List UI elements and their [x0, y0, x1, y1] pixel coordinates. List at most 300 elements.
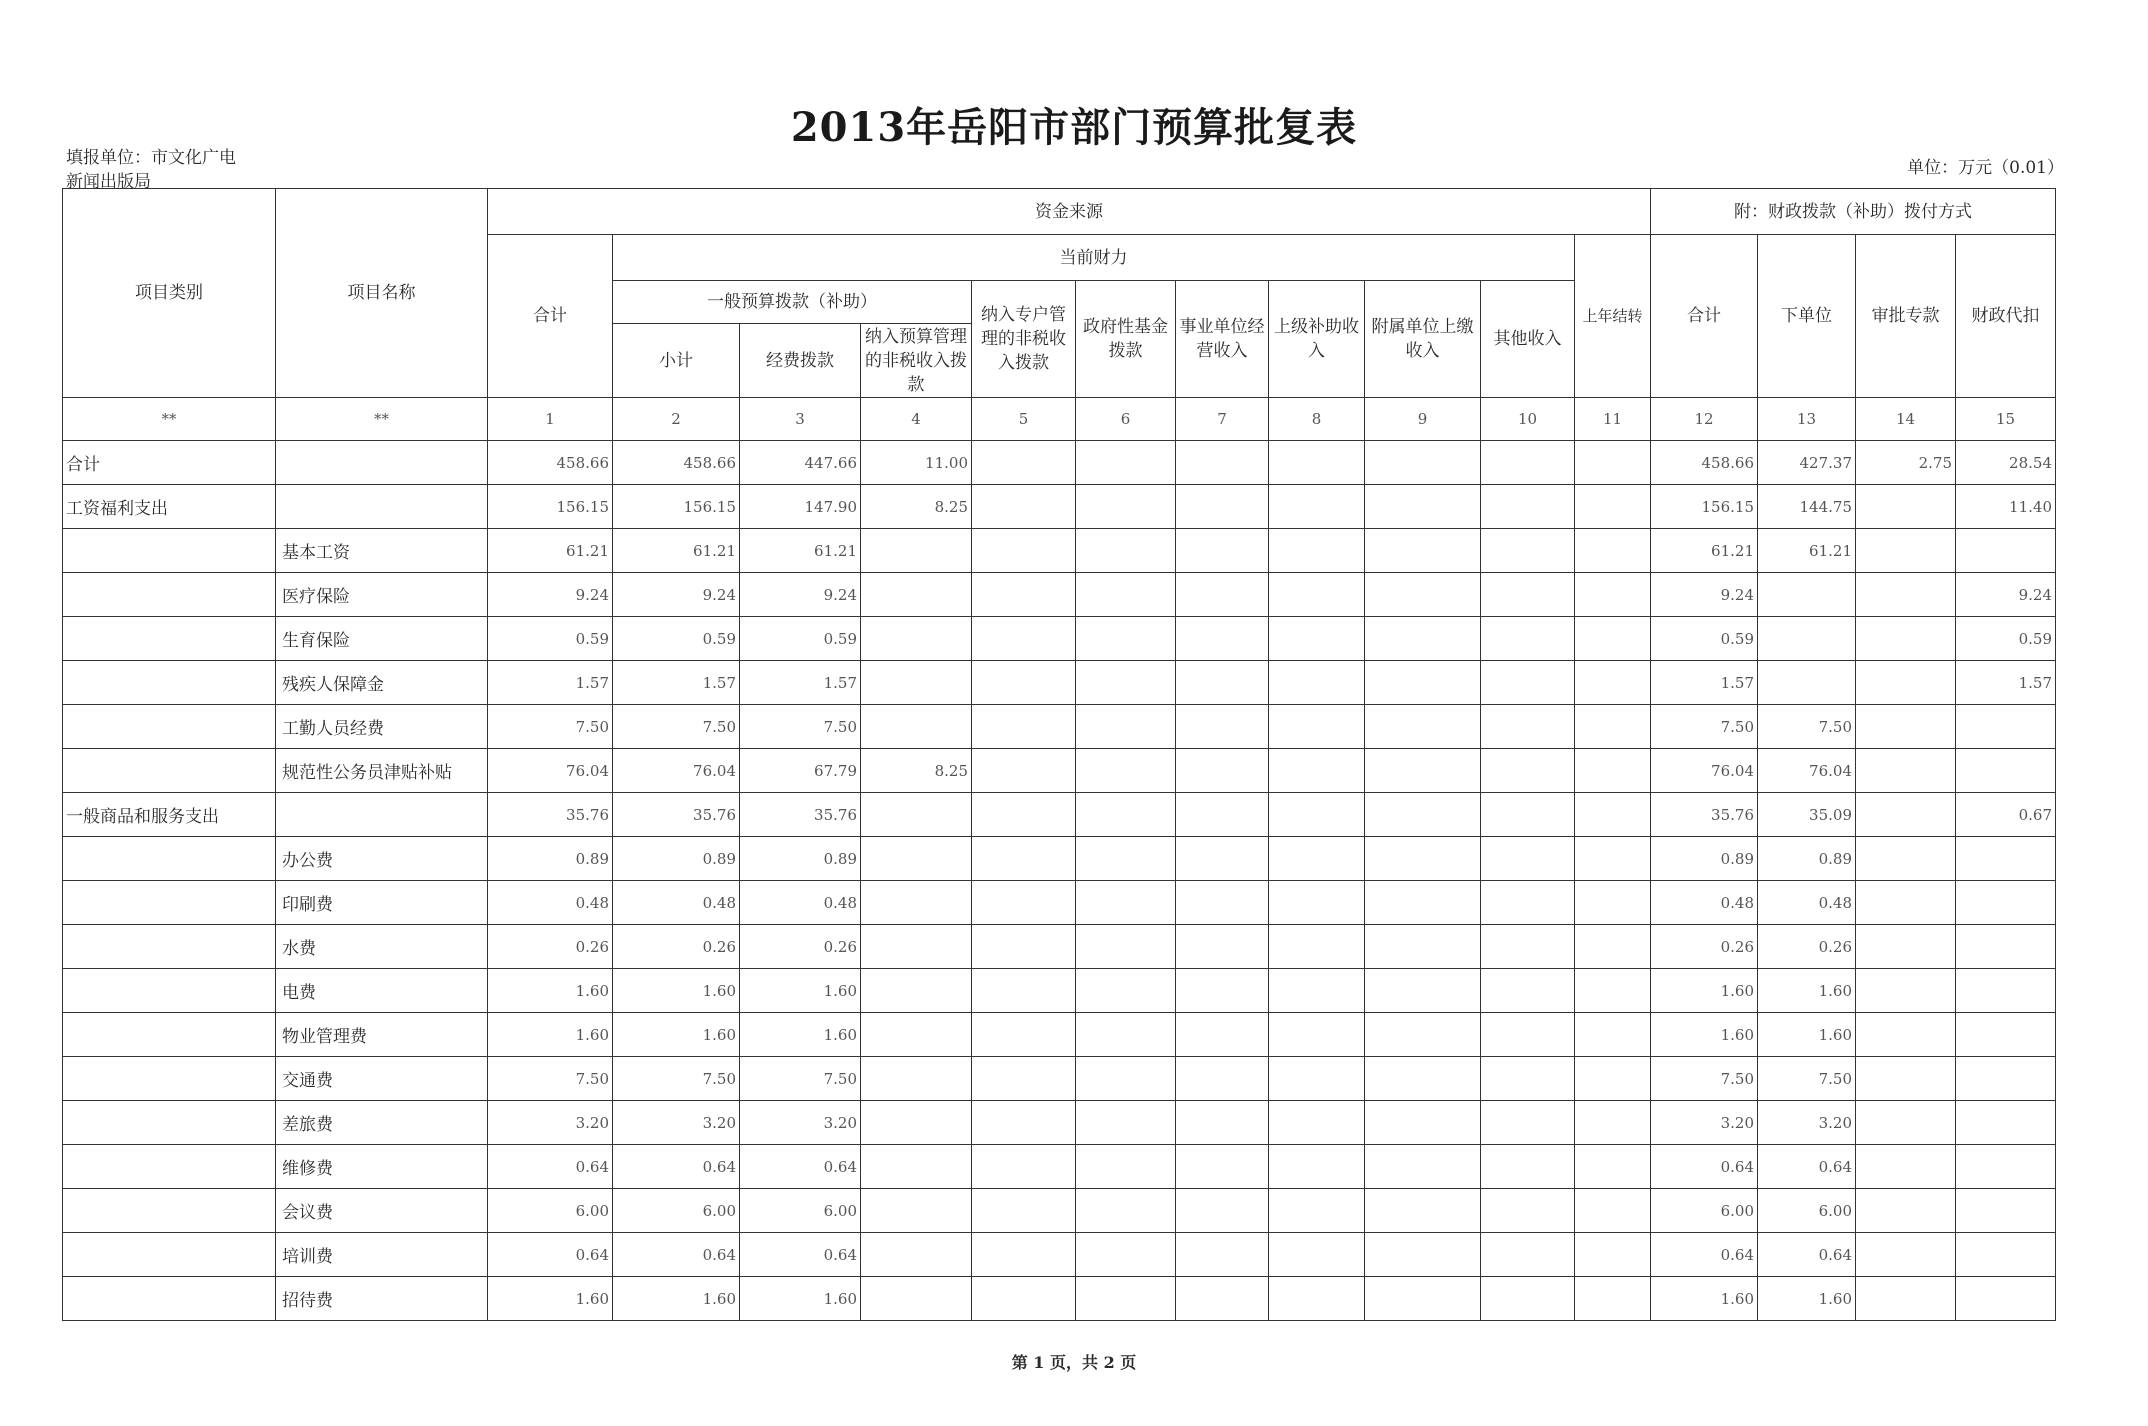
cell-value	[972, 705, 1076, 749]
cell-value	[1176, 1013, 1269, 1057]
cell-value: 7.50	[488, 1057, 613, 1101]
cell-value	[1365, 441, 1481, 485]
cell-value	[1575, 749, 1651, 793]
cell-value	[1365, 925, 1481, 969]
cell-value: 1.60	[613, 1277, 740, 1321]
cell-value: 0.64	[1758, 1233, 1856, 1277]
cell-value	[1856, 793, 1956, 837]
cell-value	[861, 617, 972, 661]
cell-value	[861, 881, 972, 925]
cell-value: 6.00	[1758, 1189, 1856, 1233]
index-cell: **	[276, 398, 488, 441]
cell-value: 11.40	[1956, 485, 2056, 529]
cell-value: 0.48	[1651, 881, 1758, 925]
cell-value: 3.20	[740, 1101, 861, 1145]
cell-value: 0.64	[740, 1145, 861, 1189]
cell-value	[1076, 1233, 1176, 1277]
cell-value: 1.60	[488, 1277, 613, 1321]
index-cell: 6	[1076, 398, 1176, 441]
cell-value	[1956, 881, 2056, 925]
header-pay-lower: 下单位	[1758, 235, 1856, 398]
cell-value	[1076, 793, 1176, 837]
cell-value	[1575, 925, 1651, 969]
cell-value	[1856, 573, 1956, 617]
cell-value	[1176, 749, 1269, 793]
cell-value	[1176, 617, 1269, 661]
cell-value	[1481, 837, 1575, 881]
cell-category	[63, 881, 276, 925]
cell-value	[1176, 881, 1269, 925]
cell-value: 9.24	[1651, 573, 1758, 617]
table-row	[63, 837, 2056, 881]
cell-value: 0.59	[1651, 617, 1758, 661]
cell-value	[1758, 573, 1856, 617]
table-row	[63, 705, 2056, 749]
cell-value	[1076, 881, 1176, 925]
cell-value: 0.48	[488, 881, 613, 925]
cell-value	[1176, 1189, 1269, 1233]
cell-item-name: 规范性公务员津贴补贴	[276, 749, 488, 793]
cell-value	[1176, 573, 1269, 617]
cell-value	[1575, 705, 1651, 749]
cell-value	[1076, 837, 1176, 881]
cell-category	[63, 705, 276, 749]
cell-value	[1269, 485, 1365, 529]
cell-value	[1269, 1057, 1365, 1101]
header-superior-subsidy: 上级补助收入	[1269, 281, 1365, 398]
cell-item-name	[276, 485, 488, 529]
cell-value	[1269, 661, 1365, 705]
table-row	[63, 1057, 2056, 1101]
cell-value	[1365, 837, 1481, 881]
cell-value	[1956, 1057, 2056, 1101]
cell-value	[1481, 705, 1575, 749]
cell-value	[861, 925, 972, 969]
cell-item-name: 工勤人员经费	[276, 705, 488, 749]
cell-value	[1856, 1057, 1956, 1101]
cell-value	[1076, 1057, 1176, 1101]
cell-value	[972, 441, 1076, 485]
cell-value	[1365, 705, 1481, 749]
cell-value	[1956, 1189, 2056, 1233]
cell-value: 0.59	[1956, 617, 2056, 661]
cell-category	[63, 925, 276, 969]
header-payment-method: 附：财政拨款（补助）拨付方式	[1651, 189, 2056, 235]
cell-item-name: 办公费	[276, 837, 488, 881]
cell-value: 0.48	[1758, 881, 1856, 925]
cell-value	[972, 1101, 1076, 1145]
cell-value: 35.76	[740, 793, 861, 837]
page-title: 2013年岳阳市部门预算批复表	[790, 104, 1358, 151]
cell-value	[1076, 1013, 1176, 1057]
cell-value	[1575, 1101, 1651, 1145]
cell-value	[1956, 969, 2056, 1013]
cell-value: 0.64	[1651, 1145, 1758, 1189]
cell-value	[1856, 661, 1956, 705]
cell-value	[861, 529, 972, 573]
cell-value: 1.57	[1956, 661, 2056, 705]
cell-value	[1365, 1013, 1481, 1057]
cell-value: 0.89	[1651, 837, 1758, 881]
budget-table	[62, 188, 2056, 1321]
table-body	[63, 441, 2056, 1321]
index-cell: 13	[1758, 398, 1856, 441]
cell-value	[972, 1189, 1076, 1233]
cell-value	[972, 793, 1076, 837]
table-row	[63, 441, 2056, 485]
cell-value	[1856, 617, 1956, 661]
cell-item-name: 培训费	[276, 1233, 488, 1277]
cell-value: 0.59	[613, 617, 740, 661]
cell-value: 76.04	[613, 749, 740, 793]
cell-category	[63, 1145, 276, 1189]
cell-value	[1076, 1101, 1176, 1145]
cell-value: 0.64	[740, 1233, 861, 1277]
cell-value	[972, 485, 1076, 529]
cell-value	[1176, 1233, 1269, 1277]
table-row	[63, 1277, 2056, 1321]
cell-value	[1176, 661, 1269, 705]
cell-value: 35.76	[1651, 793, 1758, 837]
cell-category: 一般商品和服务支出	[63, 793, 276, 837]
cell-value: 147.90	[740, 485, 861, 529]
cell-value	[1481, 749, 1575, 793]
cell-value	[1365, 529, 1481, 573]
cell-value	[1856, 969, 1956, 1013]
cell-value	[1856, 529, 1956, 573]
cell-value	[1176, 529, 1269, 573]
cell-value: 458.66	[613, 441, 740, 485]
cell-value	[1269, 1233, 1365, 1277]
cell-value: 7.50	[740, 1057, 861, 1101]
budget-table-wrapper	[62, 188, 2056, 1321]
cell-value: 458.66	[488, 441, 613, 485]
cell-value	[1269, 1013, 1365, 1057]
header-affiliated: 附属单位上缴收入	[1365, 281, 1481, 398]
cell-value	[1856, 1101, 1956, 1145]
cell-item-name: 维修费	[276, 1145, 488, 1189]
cell-value: 35.09	[1758, 793, 1856, 837]
cell-value: 7.50	[488, 705, 613, 749]
cell-value	[1176, 1057, 1269, 1101]
cell-value: 67.79	[740, 749, 861, 793]
cell-value: 6.00	[613, 1189, 740, 1233]
cell-value: 144.75	[1758, 485, 1856, 529]
cell-value	[1269, 969, 1365, 1013]
cell-value	[1076, 749, 1176, 793]
header-category: 项目类别	[63, 189, 276, 398]
cell-value	[1575, 969, 1651, 1013]
cell-item-name: 物业管理费	[276, 1013, 488, 1057]
cell-category	[63, 661, 276, 705]
table-row	[63, 1013, 2056, 1057]
cell-item-name: 差旅费	[276, 1101, 488, 1145]
cell-value: 61.21	[613, 529, 740, 573]
table-row	[63, 529, 2056, 573]
cell-item-name: 医疗保险	[276, 573, 488, 617]
cell-value	[1956, 705, 2056, 749]
cell-item-name: 招待费	[276, 1277, 488, 1321]
cell-value	[1856, 925, 1956, 969]
cell-value: 8.25	[861, 485, 972, 529]
cell-value	[1269, 1101, 1365, 1145]
table-header	[63, 189, 2056, 441]
cell-value: 6.00	[1651, 1189, 1758, 1233]
cell-value	[861, 573, 972, 617]
cell-value	[1481, 573, 1575, 617]
cell-value	[1758, 661, 1856, 705]
cell-value	[1575, 441, 1651, 485]
cell-value	[972, 881, 1076, 925]
index-cell: 3	[740, 398, 861, 441]
cell-value: 1.60	[613, 969, 740, 1013]
cell-value	[1575, 1057, 1651, 1101]
cell-value	[972, 529, 1076, 573]
cell-value: 0.64	[488, 1145, 613, 1189]
cell-value	[1575, 529, 1651, 573]
cell-value	[1856, 485, 1956, 529]
cell-value	[1365, 661, 1481, 705]
cell-item-name	[276, 441, 488, 485]
cell-value	[1575, 617, 1651, 661]
cell-value	[1481, 1233, 1575, 1277]
cell-value	[1575, 1277, 1651, 1321]
cell-value	[1856, 1145, 1956, 1189]
cell-value	[1365, 881, 1481, 925]
cell-value	[1856, 1233, 1956, 1277]
cell-value	[1269, 837, 1365, 881]
cell-value: 0.89	[740, 837, 861, 881]
cell-value	[1575, 881, 1651, 925]
cell-value	[1481, 441, 1575, 485]
cell-value: 1.60	[740, 1277, 861, 1321]
header-unit-business: 事业单位经营收入	[1176, 281, 1269, 398]
cell-value	[1575, 837, 1651, 881]
cell-value: 6.00	[740, 1189, 861, 1233]
cell-value	[1575, 1145, 1651, 1189]
cell-value: 6.00	[488, 1189, 613, 1233]
cell-value	[972, 617, 1076, 661]
index-cell: 8	[1269, 398, 1365, 441]
cell-value	[1365, 1057, 1481, 1101]
cell-value	[1176, 705, 1269, 749]
cell-value	[972, 749, 1076, 793]
index-cell: 15	[1956, 398, 2056, 441]
cell-value: 0.64	[613, 1233, 740, 1277]
header-other-income: 其他收入	[1481, 281, 1575, 398]
cell-value: 7.50	[613, 1057, 740, 1101]
cell-value	[1481, 793, 1575, 837]
index-cell: **	[63, 398, 276, 441]
cell-value	[1365, 749, 1481, 793]
header-expense-appropriation: 经费拨款	[740, 324, 861, 398]
cell-value	[1956, 925, 2056, 969]
cell-value	[1269, 1277, 1365, 1321]
cell-value	[861, 793, 972, 837]
cell-value	[1856, 749, 1956, 793]
cell-value	[1176, 969, 1269, 1013]
cell-value	[1269, 881, 1365, 925]
cell-value: 1.57	[613, 661, 740, 705]
cell-value	[1269, 617, 1365, 661]
cell-category	[63, 617, 276, 661]
cell-value: 1.60	[613, 1013, 740, 1057]
unit-label: 单位：万元（0.01）	[1907, 158, 2064, 178]
header-name: 项目名称	[276, 189, 488, 398]
cell-value	[1076, 1189, 1176, 1233]
cell-value	[1176, 837, 1269, 881]
cell-value	[972, 1233, 1076, 1277]
cell-value: 3.20	[1758, 1101, 1856, 1145]
cell-value	[1365, 969, 1481, 1013]
cell-value	[1076, 1277, 1176, 1321]
cell-value: 0.26	[740, 925, 861, 969]
cell-value	[1956, 1013, 2056, 1057]
cell-value	[1176, 793, 1269, 837]
cell-value	[1481, 1101, 1575, 1145]
cell-value	[1365, 793, 1481, 837]
cell-value	[1176, 1101, 1269, 1145]
cell-value	[1269, 925, 1365, 969]
cell-value	[1481, 485, 1575, 529]
table-row	[63, 925, 2056, 969]
cell-value	[1365, 485, 1481, 529]
cell-value	[1269, 441, 1365, 485]
cell-value	[1269, 1189, 1365, 1233]
cell-value	[1856, 1013, 1956, 1057]
cell-value	[1481, 1277, 1575, 1321]
header-general-budget: 一般预算拨款（补助）	[613, 281, 972, 324]
header-gov-fund: 政府性基金拨款	[1076, 281, 1176, 398]
cell-value: 0.26	[488, 925, 613, 969]
cell-value	[972, 1277, 1076, 1321]
cell-category	[63, 573, 276, 617]
cell-category	[63, 1101, 276, 1145]
cell-item-name: 生育保险	[276, 617, 488, 661]
cell-value: 76.04	[488, 749, 613, 793]
cell-value	[1575, 1233, 1651, 1277]
cell-value: 7.50	[613, 705, 740, 749]
cell-value: 61.21	[488, 529, 613, 573]
cell-value	[1481, 925, 1575, 969]
cell-category	[63, 969, 276, 1013]
cell-value	[1575, 793, 1651, 837]
cell-value	[1575, 485, 1651, 529]
header-pay-approve: 审批专款	[1856, 235, 1956, 398]
cell-value: 1.60	[740, 1013, 861, 1057]
cell-value	[1575, 1013, 1651, 1057]
cell-value	[861, 705, 972, 749]
header-pay-total: 合计	[1651, 235, 1758, 398]
cell-value	[1481, 529, 1575, 573]
cell-value	[1956, 749, 2056, 793]
cell-category	[63, 1189, 276, 1233]
cell-value: 1.60	[488, 969, 613, 1013]
cell-value	[1856, 1189, 1956, 1233]
cell-value	[1956, 837, 2056, 881]
index-cell: 10	[1481, 398, 1575, 441]
cell-value	[861, 1277, 972, 1321]
cell-value: 156.15	[613, 485, 740, 529]
cell-category: 工资福利支出	[63, 485, 276, 529]
cell-value	[1269, 793, 1365, 837]
cell-value	[972, 925, 1076, 969]
cell-value	[1365, 1277, 1481, 1321]
cell-value	[861, 1101, 972, 1145]
cell-value: 1.60	[1651, 1277, 1758, 1321]
table-row	[63, 969, 2056, 1013]
cell-value	[1176, 485, 1269, 529]
cell-value: 156.15	[488, 485, 613, 529]
header-special-nontax: 纳入专户管理的非税收入拨款	[972, 281, 1076, 398]
cell-value	[1481, 1057, 1575, 1101]
cell-value	[1481, 881, 1575, 925]
header-current-finance: 当前财力	[613, 235, 1575, 281]
cell-value: 1.57	[488, 661, 613, 705]
cell-value	[972, 969, 1076, 1013]
cell-value: 9.24	[613, 573, 740, 617]
cell-value	[972, 1013, 1076, 1057]
index-cell: 1	[488, 398, 613, 441]
cell-item-name: 电费	[276, 969, 488, 1013]
cell-value	[1076, 441, 1176, 485]
cell-value: 8.25	[861, 749, 972, 793]
cell-value	[972, 1057, 1076, 1101]
cell-value: 0.64	[488, 1233, 613, 1277]
cell-value	[1269, 529, 1365, 573]
cell-category: 合计	[63, 441, 276, 485]
cell-value	[861, 969, 972, 1013]
index-cell: 5	[972, 398, 1076, 441]
cell-value: 0.59	[488, 617, 613, 661]
cell-value: 76.04	[1758, 749, 1856, 793]
cell-value: 0.64	[1651, 1233, 1758, 1277]
cell-value	[1365, 573, 1481, 617]
table-row	[63, 1189, 2056, 1233]
cell-value	[1365, 1101, 1481, 1145]
cell-value: 0.48	[740, 881, 861, 925]
table-row	[63, 749, 2056, 793]
cell-value	[1856, 881, 1956, 925]
index-cell: 7	[1176, 398, 1269, 441]
cell-category	[63, 1013, 276, 1057]
cell-category	[63, 749, 276, 793]
cell-item-name: 交通费	[276, 1057, 488, 1101]
cell-value	[861, 1057, 972, 1101]
cell-category	[63, 529, 276, 573]
cell-value: 427.37	[1758, 441, 1856, 485]
cell-value	[1269, 573, 1365, 617]
cell-value	[1076, 573, 1176, 617]
cell-value: 7.50	[740, 705, 861, 749]
cell-value: 0.67	[1956, 793, 2056, 837]
cell-value: 1.60	[488, 1013, 613, 1057]
cell-value	[1856, 837, 1956, 881]
cell-value	[1575, 573, 1651, 617]
cell-value: 61.21	[1651, 529, 1758, 573]
cell-value	[1481, 969, 1575, 1013]
cell-value: 9.24	[488, 573, 613, 617]
table-row	[63, 1233, 2056, 1277]
cell-category	[63, 1233, 276, 1277]
cell-value: 0.89	[488, 837, 613, 881]
cell-value: 0.89	[1758, 837, 1856, 881]
cell-value	[1076, 969, 1176, 1013]
cell-value	[1176, 1145, 1269, 1189]
cell-item-name: 水费	[276, 925, 488, 969]
header-pay-deduct: 财政代扣	[1956, 235, 2056, 398]
cell-value	[1269, 705, 1365, 749]
